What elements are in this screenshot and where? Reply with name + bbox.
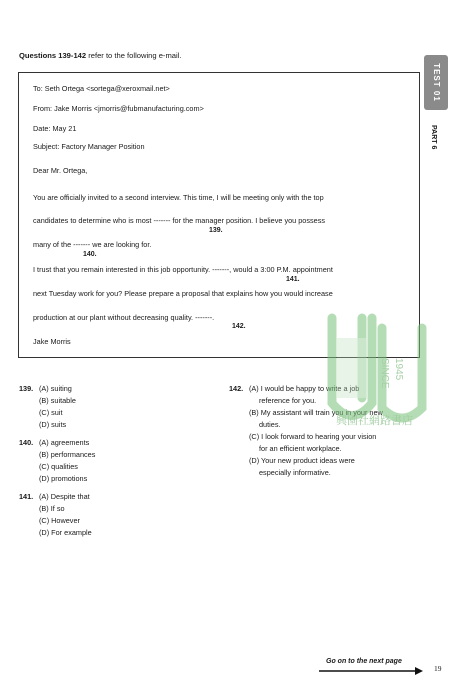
option-d[interactable]: (D) promotions [39, 474, 88, 483]
option-a[interactable]: (A) agreements [39, 438, 90, 447]
email-subject: Subject: Factory Manager Position [33, 142, 145, 151]
next-page-label: Go on to the next page [326, 658, 402, 665]
question-number: 141. [19, 492, 34, 501]
option-b-continued: duties. [259, 420, 281, 429]
watermark-chinese-text: 興園社網路書店 [336, 414, 413, 427]
option-c[interactable]: (C) qualities [39, 462, 78, 471]
email-body-line: next Tuesday work for you? Please prepare a proposal that explains how you would increase [33, 289, 333, 298]
blank-139-label: 139. [209, 227, 223, 234]
option-c[interactable]: (C) However [39, 516, 80, 525]
watermark-since: SINCE [379, 358, 390, 389]
option-d[interactable]: (D) For example [39, 528, 92, 537]
question-number: 142. [229, 384, 244, 393]
email-body-line: You are officially invited to a second interview. This time, I will be meeting only with the top [33, 193, 324, 202]
part-label: PART 6 [430, 125, 437, 150]
email-signature: Jake Morris [33, 337, 71, 346]
option-c[interactable]: (C) suit [39, 408, 63, 417]
option-b[interactable]: (B) performances [39, 450, 96, 459]
email-body-line: many of the ------- we are looking for. [33, 240, 152, 249]
option-c-continued: for an efficient workplace. [259, 444, 342, 453]
email-greeting: Dear Mr. Ortega, [33, 166, 88, 175]
question-number: 140. [19, 438, 34, 447]
option-b[interactable]: (B) suitable [39, 396, 76, 405]
option-d[interactable]: (D) suits [39, 420, 67, 429]
watermark-year: 1945 [393, 358, 404, 381]
email-to: To: Seth Ortega <sortega@xeroxmail.net> [33, 84, 170, 93]
email-from: From: Jake Morris <jmorris@fubmanufacturing.com> [33, 104, 204, 113]
option-c[interactable]: (C) I look forward to hearing your vision [249, 432, 377, 441]
page-number: 19 [434, 664, 442, 673]
section-heading [19, 51, 182, 60]
option-b[interactable]: (B) If so [39, 504, 65, 513]
heading-question-range: Questions 139-142 [19, 51, 87, 60]
heading-text: refer to the following e-mail. [86, 51, 182, 60]
option-a-continued: reference for you. [259, 396, 317, 405]
test-tab-label: TEST 01 [431, 63, 441, 102]
option-a[interactable]: (A) Despite that [39, 492, 90, 501]
right-arrow-icon [319, 666, 424, 676]
option-b[interactable]: (B) My assistant will train you in your new [249, 408, 383, 417]
bookstore-logo-watermark [312, 308, 442, 438]
email-body-line: I trust that you remain interested in this job opportunity. -------, would a 3:00 P.M. appointment [33, 265, 333, 274]
option-a[interactable]: (A) I would be happy to write a job [249, 384, 360, 393]
test-tab [424, 55, 448, 110]
question-number: 139. [19, 384, 34, 393]
email-date: Date: May 21 [33, 124, 77, 133]
email-body-line: candidates to determine who is most ------- for the manager position. I believe you possess [33, 216, 326, 225]
option-d-continued: especially informative. [259, 468, 331, 477]
blank-142-label: 142. [232, 323, 246, 330]
blank-141-label: 141. [286, 276, 300, 283]
option-d[interactable]: (D) Your new product ideas were [249, 456, 355, 465]
option-a[interactable]: (A) suiting [39, 384, 72, 393]
blank-140-label: 140. [83, 251, 97, 258]
email-body-line: production at our plant without decreasing quality. -------. [33, 313, 215, 322]
